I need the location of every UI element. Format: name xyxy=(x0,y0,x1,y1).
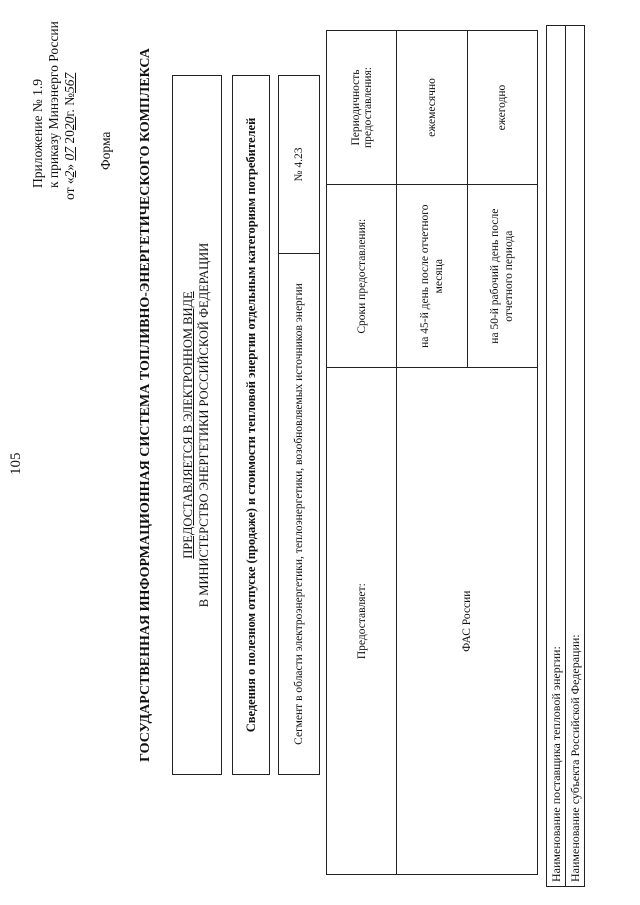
provided-line1: ПРЕДОСТАВЛЯЕТСЯ В ЭЛЕКТРОННОМ ВИДЕ xyxy=(181,291,195,559)
order-month: 07 xyxy=(62,147,77,161)
region-label: Наименование субъекта Российской Федерации: xyxy=(568,634,582,882)
provision-table xyxy=(326,30,538,875)
appendix-line2: к приказу Минэнерго России xyxy=(46,21,61,188)
appendix-block xyxy=(30,10,78,200)
report-title-box xyxy=(232,75,270,775)
main-title: ГОСУДАРСТВЕННАЯ ИНФОРМАЦИОННАЯ СИСТЕМА ТОПЛИВНО-ЭНЕРГЕТИЧЕСКОГО КОМПЛЕКСА xyxy=(138,48,153,762)
appendix-line1: Приложение № 1.9 xyxy=(30,79,45,188)
provided-line2: В МИНИСТЕРСТВО ЭНЕРГЕТИКИ РОССИЙСКОЙ ФЕДЕРАЦИИ xyxy=(197,242,211,608)
order-day: 2 xyxy=(62,170,77,178)
provider-cell: ФАС России xyxy=(397,368,538,875)
periodicity-monthly: ежемесячно xyxy=(397,31,467,185)
region-row xyxy=(565,25,585,887)
appendix-line3: от «2» 07 2020г. №567 xyxy=(62,72,77,200)
deadline-yearly: на 50-й рабочий день после отчетного периода xyxy=(467,185,537,368)
periodicity-yearly: ежегодно xyxy=(467,31,537,185)
order-year: 20 xyxy=(62,116,77,131)
segment-text: Сегмент в области электроэнергетики, теплоэнергетики, возобновляемых источников энергии xyxy=(279,254,320,775)
supplier-row xyxy=(546,25,566,887)
deadlines-header: Сроки предоставления: xyxy=(327,185,397,368)
segment-table xyxy=(278,75,320,775)
report-title: Сведения о полезном отпуске (продаже) и стоимости тепловой энергии отдельным категориям потребителей xyxy=(244,117,258,733)
segment-number: № 4.23 xyxy=(279,76,320,254)
deadline-monthly: на 45-й день после отчетного месяца xyxy=(397,185,467,368)
form-label: Форма xyxy=(98,131,113,170)
supplier-label: Наименование поставщика тепловой энергии: xyxy=(549,646,563,882)
periodicity-header: Периодичность предоставления: xyxy=(327,31,397,185)
provided-box xyxy=(172,75,222,775)
provides-header: Предоставляет: xyxy=(327,368,397,875)
page-number: 105 xyxy=(8,452,24,475)
order-number: 567 xyxy=(62,72,77,93)
